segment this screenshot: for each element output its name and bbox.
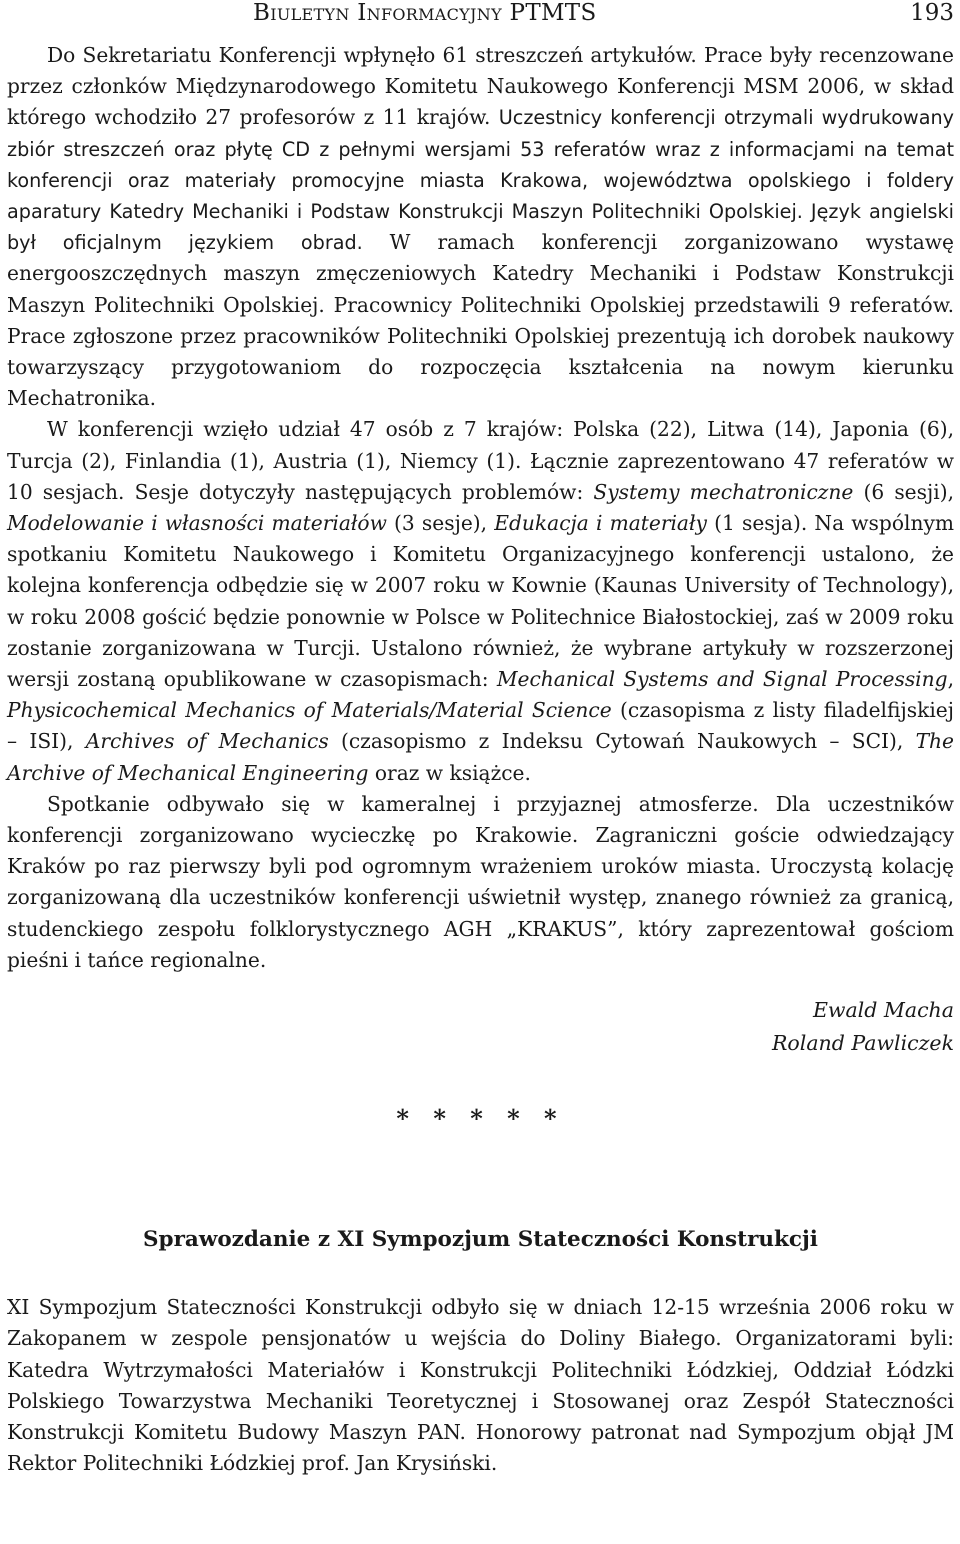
paragraph-abstracts (7, 40, 954, 414)
journal-title: Biuletyn Informacyjny PTMTS (253, 0, 597, 26)
text-run: (czasopismo z Indeksu Cytowań Naukowych – SCI), (328, 729, 916, 754)
text-run: (czasopisma z listy filadelfijskiej – ISI), (7, 698, 954, 754)
paragraph-participants (7, 414, 954, 788)
text-run: (3 sesje), (386, 511, 495, 536)
italic-run: Archives of Mechanics (85, 729, 329, 754)
italic-run: The Archive of Mechanical Engineering (7, 729, 955, 785)
section-separator: * * * * * (396, 1104, 565, 1134)
italic-run: Mechanical Systems and Signal Processing (496, 667, 948, 692)
text-run: Spotkanie odbywało się w kameralnej i przyjaznej atmosferze. Dla uczestników konferencji zorganizowano wycieczkę po Krakowie. Zagraniczni goście odwiedzający Kraków po raz pierwszy byli pod ogromnym wrażeniem uroków miasta. Uroczystą kolację zorganizowaną dla uczestników konferencji uświetnił występ, znanego również za granicą, studenckiego zespołu folklorystycznego AGH „KRAKUS”, który zaprezentował gościom pieśni i tańce regionalne. (7, 791, 954, 972)
paragraph-symposium: XI Sympozjum Stateczności Konstrukcji odbyło się w dniach 12-15 września 2006 roku w Zakopanem w zespole pensjonatów u wejścia do Doliny Białego. Organizatorami byli: Katedra Wytrzymałości Materiałów i Konstrukcji Politechniki Łódzkiej, Oddział Łódzki Polskiego Towarzystwa Mechaniki Teoretycznej i Stosowanej oraz Zespół Stateczności Konstrukcji Komitetu Budowy Maszyn PAN. Honorowy patronat nad Sympozjum objął JM Rektor Politechniki Łódzkiej prof. Jan Krysiński. (7, 1295, 954, 1476)
italic-run: Systemy mechatroniczne (593, 479, 854, 504)
running-header (7, 0, 954, 40)
text-run: (6 sesji), (853, 479, 954, 504)
text-run: oraz w książce. (368, 760, 531, 785)
article-body (7, 40, 954, 976)
signature-block (7, 994, 954, 1060)
document-page (7, 0, 954, 1479)
italic-run: Edukacja i materiały (494, 511, 707, 536)
section-body (7, 1292, 954, 1479)
author-signature: Roland Pawliczek (772, 1031, 954, 1056)
text-run: W konferencji wzięło udział 47 osób z 7 krajów: Polska (22), Litwa (14), Japonia (6), Turcja (2), Finlandia (1), Austria (1), Niemcy (1). Łącznie zaprezentowano 47 referatów w 10 sesjach. Sesje dotyczyły następujących problemów: (7, 417, 954, 504)
page-number: 193 (910, 0, 954, 26)
section-title: Sprawozdanie z XI Sympozjum Stateczności Konstrukcji (143, 1227, 818, 1253)
text-run: , (947, 667, 954, 692)
italic-run: Physicochemical Mechanics of Materials/Material Science (7, 698, 612, 723)
text-run: (1 sesja). Na wspólnym spotkaniu Komitetu Naukowego i Komitetu Organizacyjnego konferencji ustalono, że kolejna konferencja odbędzie się w 2007 roku w Kownie (Kaunas University of Technology), w roku 2008 gościć będzie ponownie w Polsce w Politechnice Białostockiej, zaś w 2009 roku zostanie zorganizowana w Turcji. Ustalono również, że wybrane artykuły w rozszerzonej wersji zostaną opublikowane w czasopismach: (7, 511, 954, 692)
text-run: W ramach konferencji zorganizowano wystawę energooszczędnych maszyn zmęczeniowych Katedry Mechaniki i Podstaw Konstrukcji Maszyn Politechniki Opolskiej. Pracownicy Politechniki Opolskiej przedstawili 9 referatów. Prace zgłoszone przez pracowników Politechniki Opolskiej prezentują ich dorobek naukowy towarzyszący przygotowaniom do rozpoczęcia kształcenia na nowym kierunku Mechatronika. (7, 230, 954, 411)
author-signature: Ewald Macha (812, 998, 954, 1023)
text-run: Do Sekretariatu Konferencji wpłynęło 61 streszczeń artykułów. Prace były recenzowane przez członków Międzynarodowego Komitetu Naukowego Konferencji MSM 2006, w skład którego wchodziło 27 profesorów z 11 krajów. (7, 43, 954, 130)
text-run: Uczestnicy konferencji otrzymali wydrukowany zbiór streszczeń oraz płytę CD z pełnymi wersjami 53 referatów wraz z informacjami na temat konferencji oraz materiały promocyjne miasta Krakowa, województwa opolskiego i foldery aparatury Katedry Mechaniki i Podstaw Konstrukcji Maszyn Politechniki Opolskiej. Język angielski był oficjalnym językiem obrad. (7, 106, 955, 255)
italic-run: Modelowanie i własności materiałów (7, 511, 387, 536)
paragraph-atmosphere (7, 789, 954, 976)
